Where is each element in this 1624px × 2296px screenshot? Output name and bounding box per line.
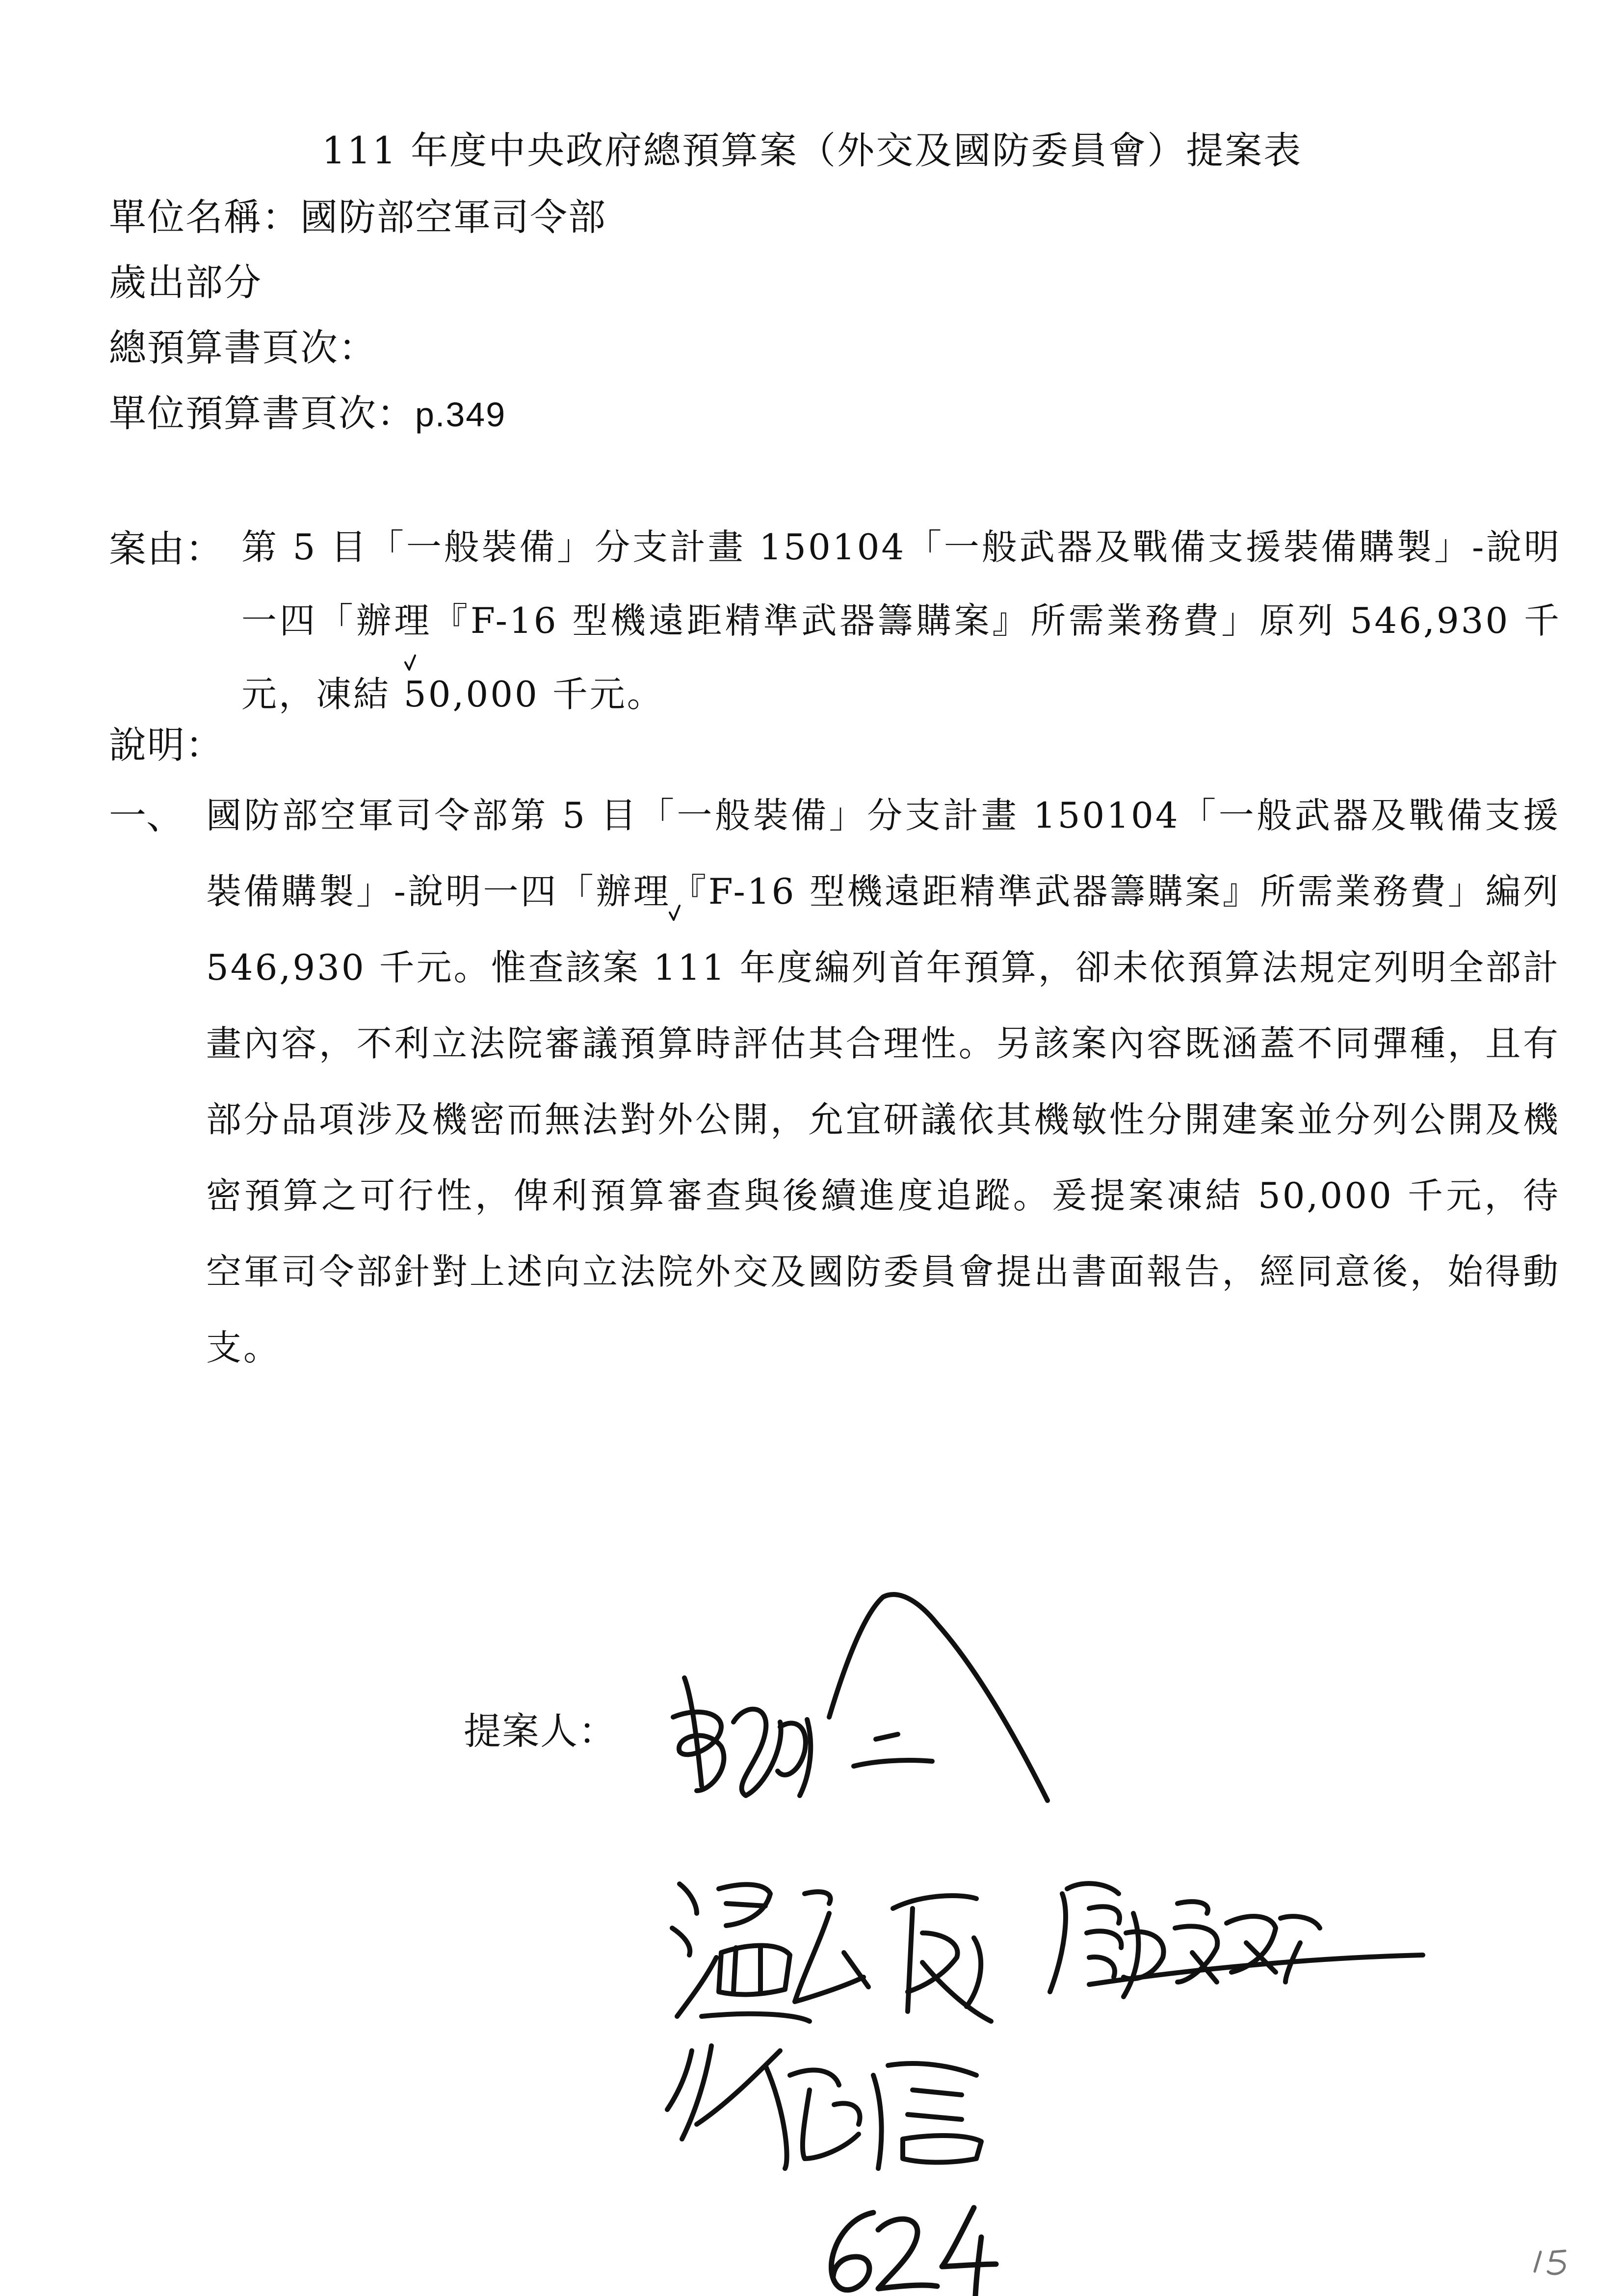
unit-budget-page-value: p.349 xyxy=(415,395,506,434)
explanation-item-number: 一、 xyxy=(109,794,183,837)
page-title: 111 年度中央政府總預算案（外交及國防委員會）提案表 xyxy=(321,129,1303,172)
signature-3 xyxy=(1050,1883,1423,1997)
explanation-label: 說明： xyxy=(109,723,224,767)
corner-mark xyxy=(1535,2251,1565,2274)
explanation-item-text: 國防部空軍司令部第 5 目「一般裝備」分支計畫 150104「一般武器及戰備支援裝備購製」-說明一四「辦理『F-16 型機遠距精準武器籌購案』所需業務費」編列 546,930 千元。惟查該案 111 年度編列首年預算，卻未依預算法規定列明全部計畫內容，不利立法院審議預算時評估其合理性。另該案內容既涵蓋不同彈種，且有部分品項涉及機密而無法對外公開，允宜研議依其機敏性分開建案並分列公開及機密預算之可行性，俾利預算審查與後續進度追蹤。爰提案凍結 50,000 千元，待空軍司令部針對上述向立法院外交及國防委員會提出書面報告，經同意後，始得動支。 xyxy=(206,795,1560,1368)
case-label: 案由： xyxy=(109,527,224,571)
unit-budget-page-label: 單位預算書頁次： xyxy=(109,391,415,435)
section-label: 歲出部分 xyxy=(109,261,262,304)
signature-1 xyxy=(673,1594,1048,1800)
handwritten-page-number xyxy=(831,2208,996,2296)
proposer-label: 提案人： xyxy=(464,1709,617,1753)
total-budget-page: 總預算書頁次： xyxy=(109,326,377,369)
unit-name: 單位名稱：國防部空軍司令部 xyxy=(109,195,606,239)
signature-4 xyxy=(667,2046,981,2168)
check-marks xyxy=(405,655,680,920)
signature-2 xyxy=(672,1884,991,2021)
case-text: 第 5 目「一般裝備」分支計畫 150104「一般武器及戰備支援裝備購製」-說明一四「辦理『F-16 型機遠距精準武器籌購案』所需業務費」原列 546,930 千元，凍結 50,000 千元。 xyxy=(241,526,1561,715)
